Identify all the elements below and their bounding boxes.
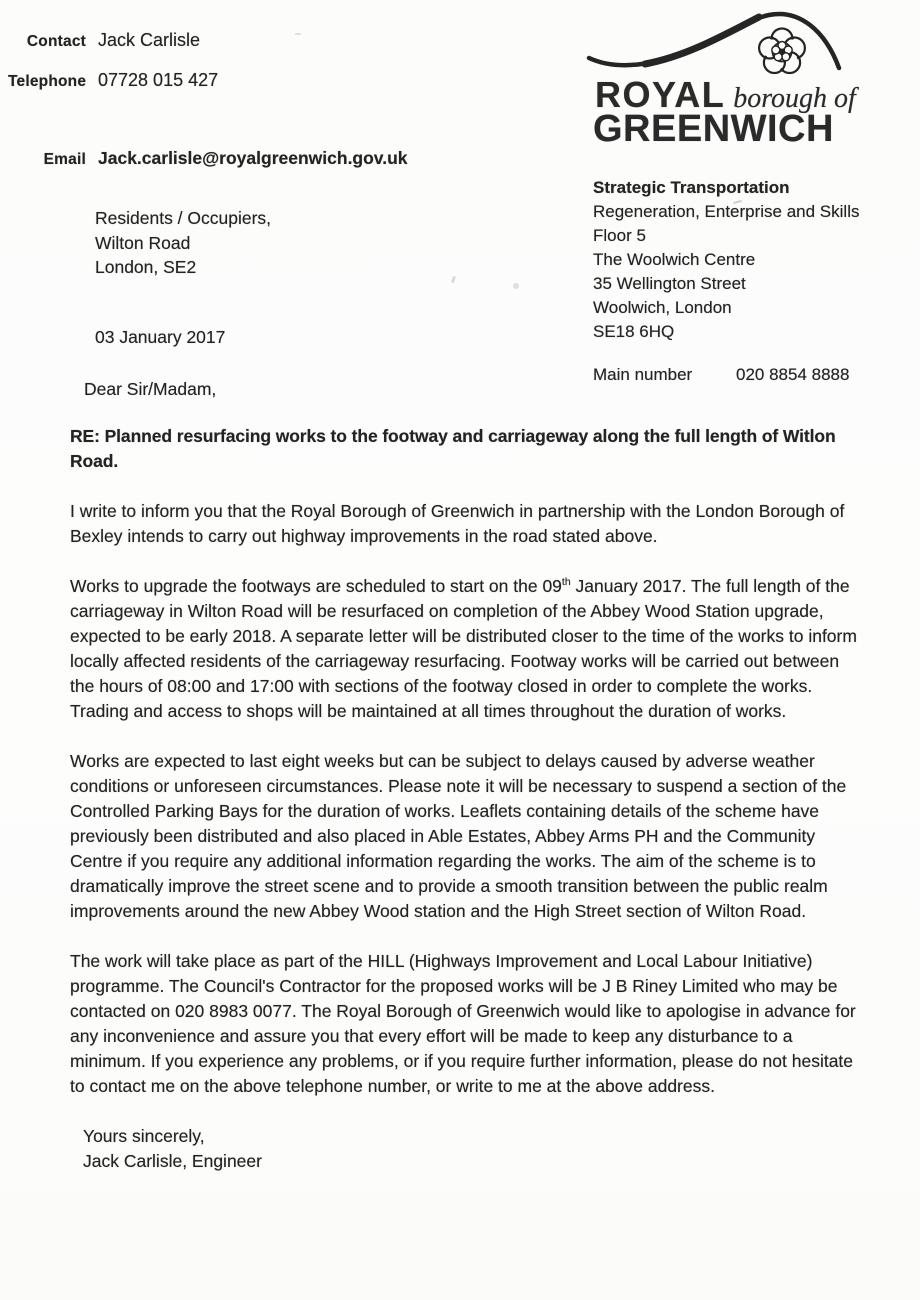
email-value: Jack.carlisle@royalgreenwich.gov.uk — [98, 148, 408, 168]
subject-line: RE: Planned resurfacing works to the footway and carriageway along the full length of Witlon Road. — [70, 426, 836, 471]
main-number-label: Main number — [593, 365, 693, 384]
telephone-row — [8, 70, 218, 91]
scan-artifact — [295, 33, 301, 35]
letter-body — [70, 424, 862, 1174]
scan-artifact — [513, 283, 519, 289]
telephone-label: Telephone — [8, 73, 87, 90]
scan-artifact — [451, 276, 456, 284]
contact-label: Contact — [26, 33, 86, 50]
valediction: Yours sincerely, — [83, 1126, 205, 1146]
sender-address-line: SE18 6HQ — [593, 322, 675, 341]
contact-value: Jack Carlisle — [98, 30, 201, 50]
recipient-address-block — [95, 206, 271, 280]
paragraph-4: The work will take place as part of the HILL (Highways Improvement and Local Labour Initiative) programme. The Council's Contractor for the proposed works will be J B Riney Limited who may be contacted on 020 8983 0077. The Royal Borough of Greenwich would like to apologise in advance for any inconvenience and assure you that every effort will be made to keep any disturbance to a minimum. If you experience any problems, or if you require further information, please do not hesitate to contact me on the above telephone number, or write to me at the above address. — [70, 951, 856, 1096]
email-row — [8, 148, 408, 169]
sender-address-block — [593, 176, 859, 387]
sender-address-line: Regeneration, Enterprise and Skills — [593, 202, 860, 221]
recipient-line: Residents / Occupiers, — [95, 208, 272, 228]
sender-address-line: Floor 5 — [593, 226, 646, 245]
royal-greenwich-logo — [585, 8, 865, 153]
recipient-line: Wilton Road — [95, 232, 191, 253]
salutation: Dear Sir/Madam, — [84, 379, 217, 399]
sender-department: Strategic Transportation — [593, 178, 790, 197]
signature: Jack Carlisle, Engineer — [83, 1151, 262, 1171]
recipient-line: London, SE2 — [95, 257, 197, 277]
contact-row — [8, 30, 200, 51]
telephone-value: 07728 015 427 — [98, 70, 219, 90]
letter-date: 03 January 2017 — [95, 327, 226, 347]
paragraph-2-rest: January 2017. The full length of the carriageway in Wilton Road will be resurfaced on completion of the Abbey Wood Station upgrade, expected to be early 2018. A separate letter will be distributed closer to the time of the works to inform locally affected residents of the carriageway resurfacing. Footway works will be carried out between the hours of 08:00 and 17:00 with sections of the footway closed in order to complete the works. Trading and access to shops will be maintained at all times throughout the duration of works. — [70, 576, 857, 721]
main-number-value: 020 8854 8888 — [736, 365, 850, 384]
closing-block — [70, 1124, 862, 1174]
tudor-rose-icon — [759, 29, 805, 74]
sender-address-line: Woolwich, London — [593, 298, 732, 317]
logo-greenwich-text: GREENWICH — [593, 108, 834, 150]
paragraph-3: Works are expected to last eight weeks but can be subject to delays caused by adverse weather conditions or unforeseen circumstances. Please note it will be necessary to suspend a section of the Controlled Parking Bays for the duration of works. Leaflets containing details of the scheme have previously been distributed and also placed in Able Estates, Abbey Arms PH and the Community Centre if you require any additional information regarding the works. The aim of the scheme is to dramatically improve the street scene and to provide a smooth transition between the public realm improvements around the new Abbey Wood station and the High Street section of Wilton Road. — [70, 751, 847, 921]
logo-royal-text: ROYAL — [595, 74, 726, 115]
email-label: Email — [43, 151, 86, 168]
sender-address-line: 35 Wellington Street — [593, 274, 746, 293]
logo-borough-of-text: borough of — [733, 83, 856, 114]
paragraph-2-start: Works to upgrade the footways are scheduled to start on the 09 — [70, 576, 562, 596]
paragraph-2 — [70, 574, 862, 724]
sender-address-line: The Woolwich Centre — [593, 250, 756, 269]
ordinal-superscript: th — [561, 576, 571, 589]
main-number-row — [593, 363, 859, 387]
paragraph-1: I write to inform you that the Royal Borough of Greenwich in partnership with the London Borough of Bexley intends to carry out highway improvements in the road stated above. — [70, 501, 845, 546]
